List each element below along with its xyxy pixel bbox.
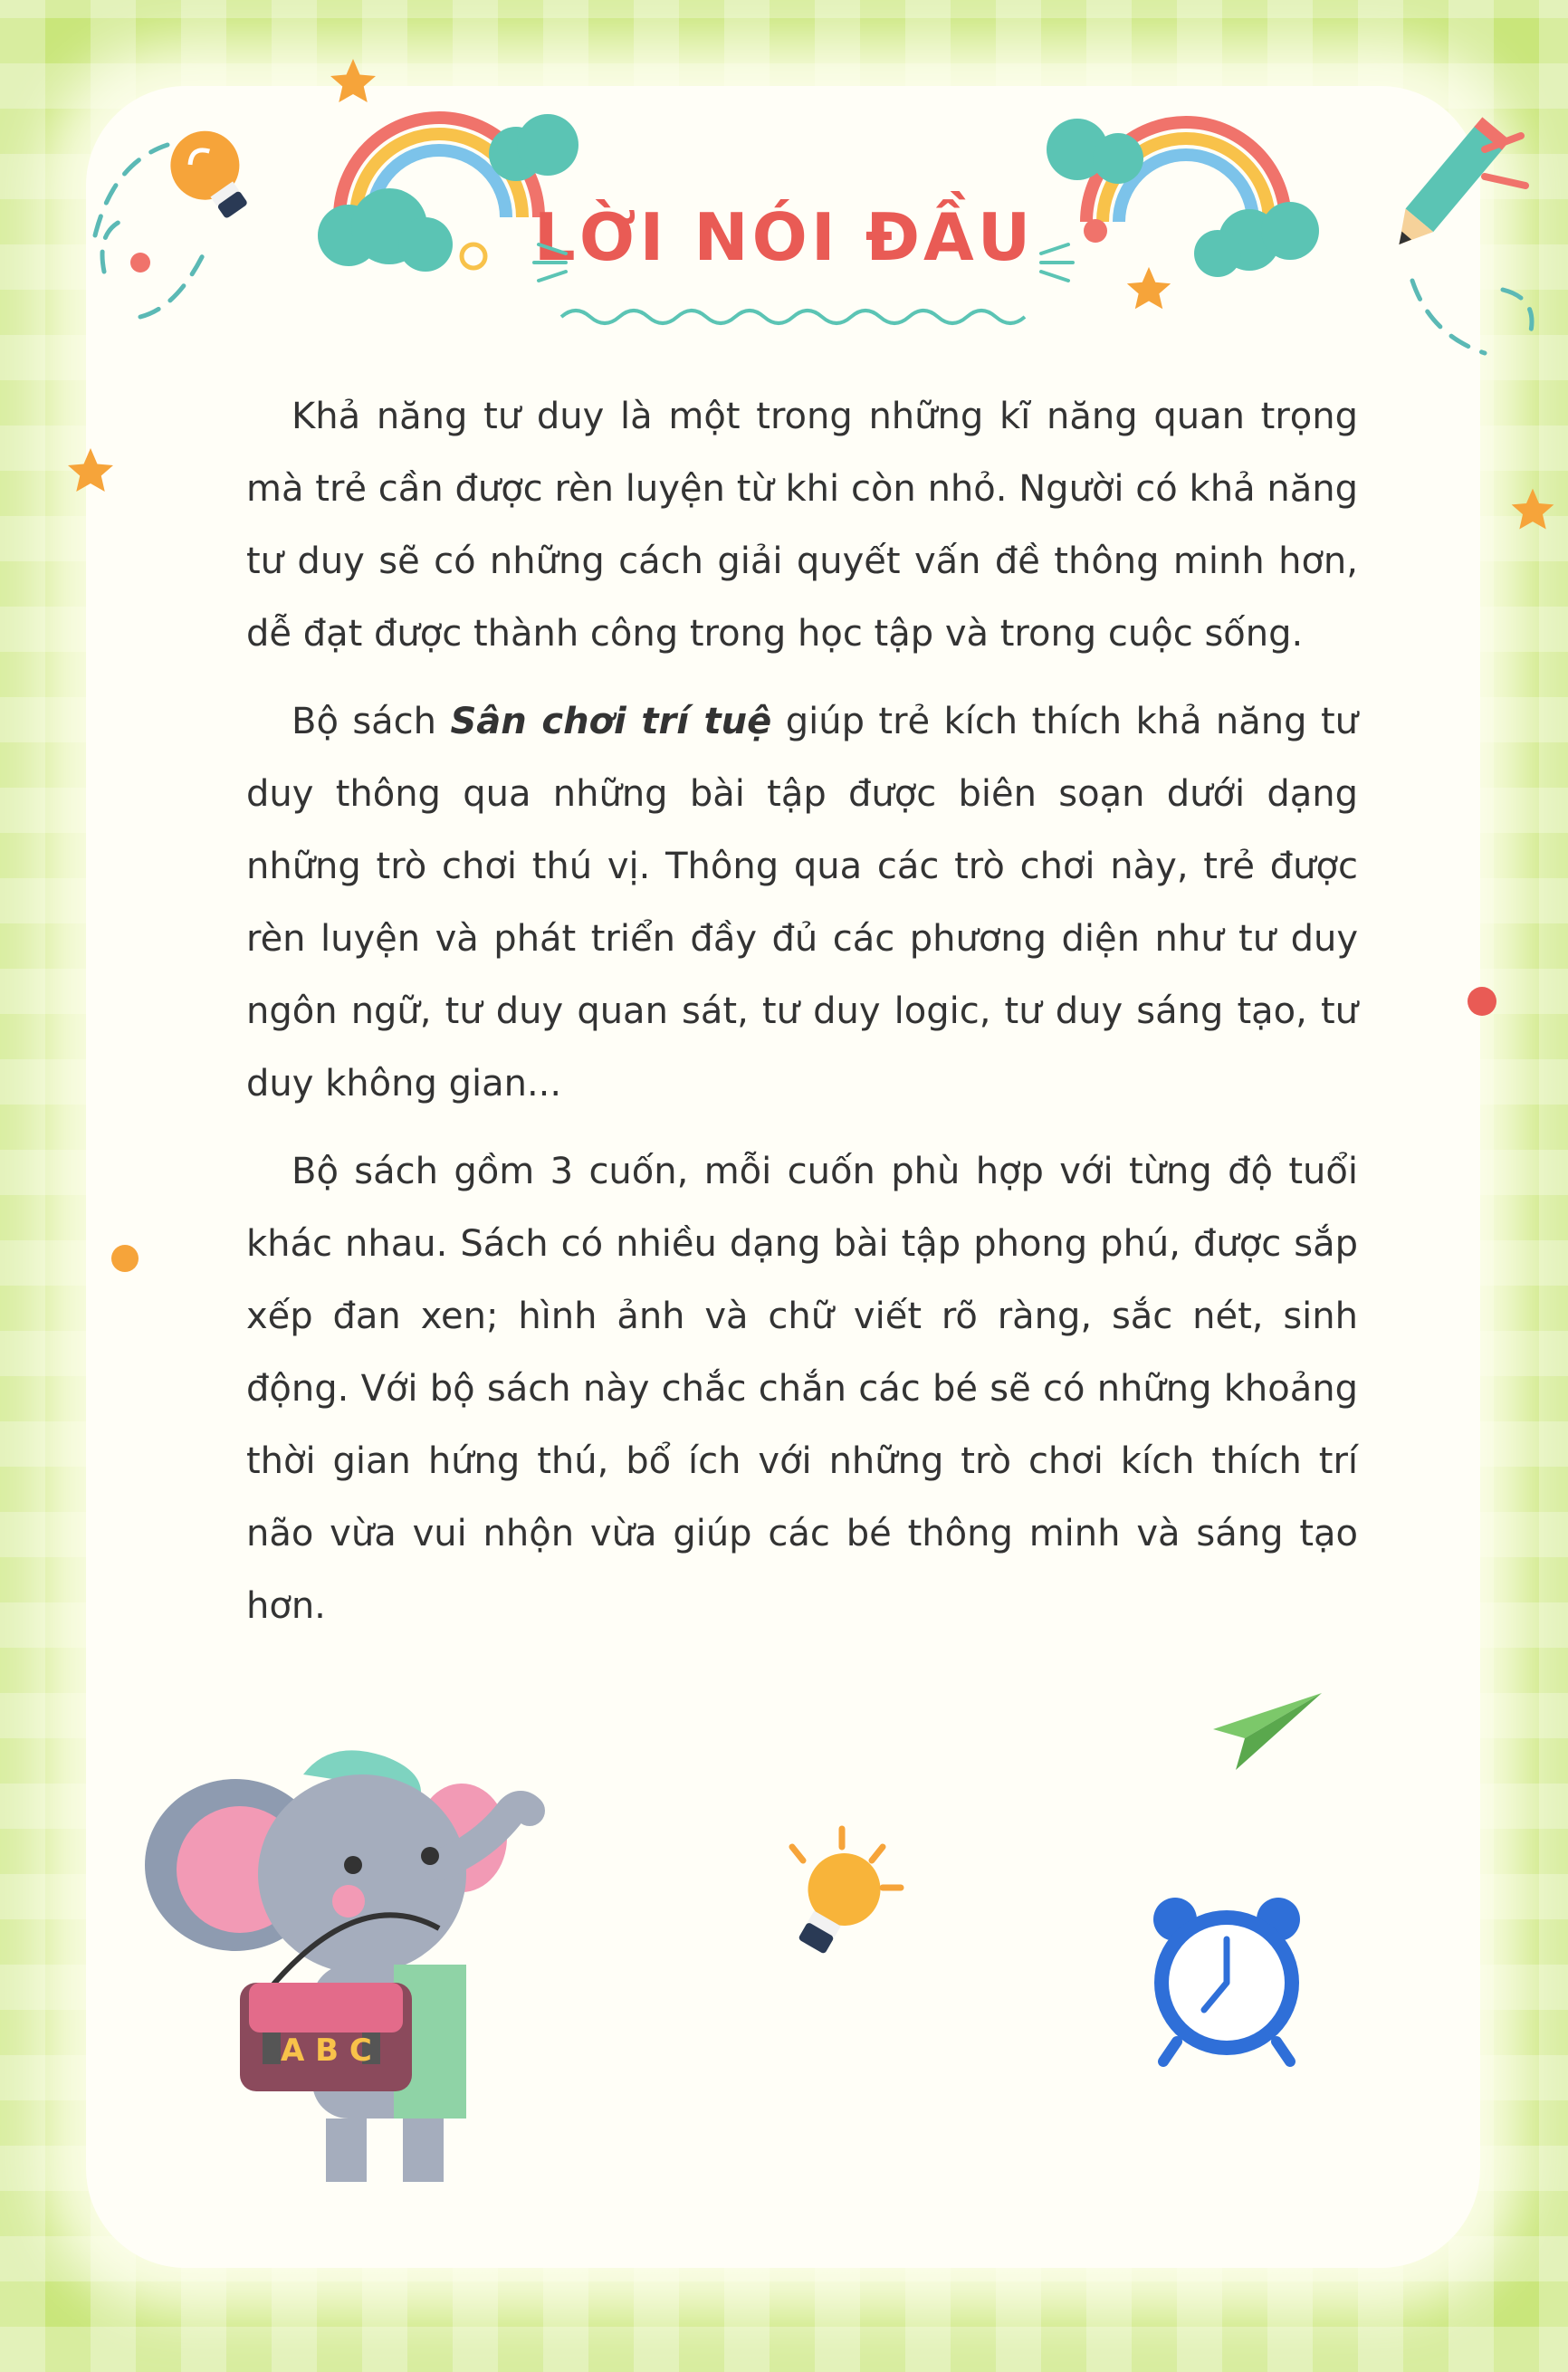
dot-icon: [107, 1240, 143, 1277]
dashed-swirl-icon: [1394, 263, 1557, 380]
paragraph-2: Bộ sách Sân chơi trí tuệ giúp trẻ kích thích khả năng tư duy thông qua những bài tập được biên soạn dưới dạng những trò chơi thú vị. Thông qua các trò chơi này, trẻ được rèn luyện và phát triển đầy đủ các phương diện như tư duy ngôn ngữ, tư duy quan sát, tư duy logic, tư duy sáng tạo, tư duy không gian...: [246, 701, 1358, 1105]
bag-letters: A B C: [281, 2032, 372, 2069]
title-sparks-right: [1023, 235, 1077, 290]
paragraph-3: Bộ sách gồm 3 cuốn, mỗi cuốn phù hợp với từng độ tuổi khác nhau. Sách có nhiều dạng bài tập phong phú, được sắp xếp đan xen; hình ảnh và chữ viết rõ ràng, sắc nét, sinh động. Với bộ sách này chắc chắn các bé sẽ có những khoảng thời gian hứng thú, bổ ích với những trò chơi kích thích trí não vừa vui nhộn vừa giúp các bé thông minh và sáng tạo hơn.: [246, 1151, 1358, 1627]
star-icon: [1507, 484, 1558, 535]
page-title: LỜI NÓI ĐẦU: [533, 199, 1035, 275]
idea-lightbulb-icon: [756, 1820, 919, 1983]
star-icon: [326, 54, 380, 109]
preface-body: [246, 380, 1358, 1658]
dot-icon: [1464, 983, 1500, 1019]
title-sparks-left: [530, 235, 584, 290]
paper-plane-icon: [1209, 1684, 1326, 1774]
alarm-clock-icon: [1141, 1883, 1313, 2069]
book-series-name: Sân chơi trí tuệ: [450, 701, 772, 742]
elephant-with-bag-illustration: [131, 1738, 602, 2209]
star-icon: [63, 444, 118, 498]
paragraph-1: Khả năng tư duy là một trong những kĩ năng quan trọng mà trẻ cần được rèn luyện từ khi còn nhỏ. Người có khả năng tư duy sẽ có những cách giải quyết vấn đề thông minh hơn, dễ đạt được thành công trong học tập và trong cuộc sống.: [246, 396, 1358, 655]
title-underline-wave: [557, 303, 1028, 330]
